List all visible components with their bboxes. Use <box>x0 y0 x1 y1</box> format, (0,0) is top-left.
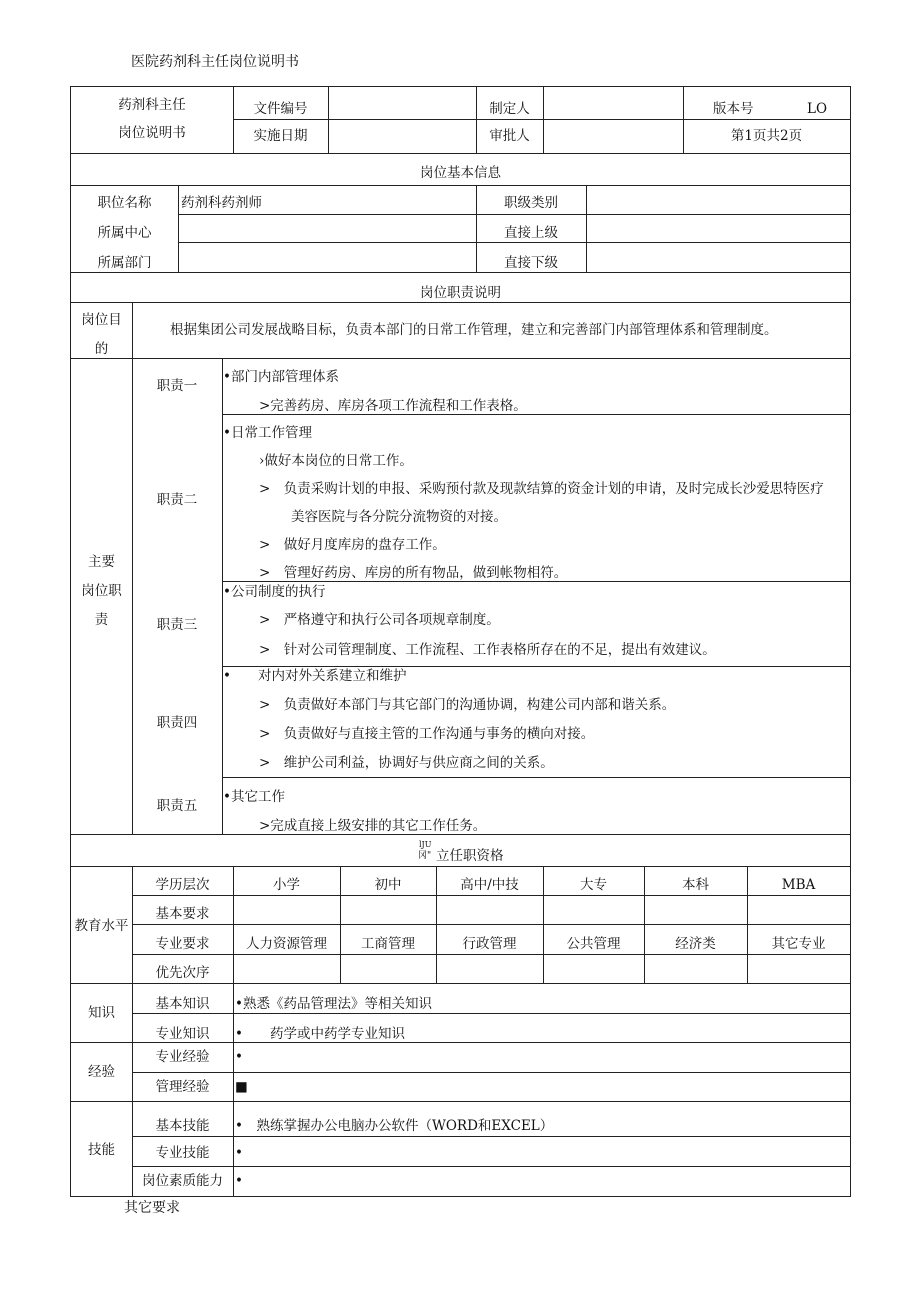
knowledge-row-value: •熟悉《药品管理法》等相关知识 <box>235 996 432 1012</box>
grid-horizontal-line <box>233 119 851 120</box>
grid-horizontal-line <box>178 242 851 243</box>
duty-label: 职责四 <box>156 715 198 731</box>
grid-horizontal-line <box>70 272 851 273</box>
experience-label: 经验 <box>88 1064 115 1080</box>
main-duties-label-3: 责 <box>94 612 109 628</box>
duty-title: • 对内对外关系建立和维护 <box>223 668 407 684</box>
subordinate-label: 直接下级 <box>504 255 558 271</box>
duty-line: > 维护公司利益，协调好与供应商之间的关系。 <box>259 755 554 771</box>
basic-info-title: 岗位基本信息 <box>420 165 501 181</box>
superior-label: 直接上级 <box>504 225 558 241</box>
purpose-text: 根据集团公司发展战略目标，负责本部门的日常工作管理，建立和完善部门内部管理体系和管理制度。 <box>170 322 778 338</box>
qual-title-glyph-top: lJU <box>419 840 432 849</box>
grid-vertical-line <box>132 358 133 835</box>
grid-vertical-line <box>178 185 179 273</box>
grid-horizontal-line <box>70 358 851 359</box>
knowledge-label: 知识 <box>88 1005 115 1021</box>
degree-cell: 大专 <box>580 877 607 893</box>
grid-vertical-line <box>328 86 329 154</box>
major-cell: 公共管理 <box>566 936 621 952</box>
page-info: 第1页共2页 <box>730 128 803 144</box>
grid-horizontal-line <box>222 666 851 667</box>
duty-line: > 负责做好本部门与其它部门的沟通协调，构建公司内部和谐关系。 <box>259 697 676 713</box>
grid-horizontal-line <box>222 581 851 582</box>
duty-line: > 严格遵守和执行公司各项规章制度。 <box>259 612 500 628</box>
skill-row-value: • <box>235 1173 243 1189</box>
grid-horizontal-line <box>70 1042 851 1043</box>
grid-horizontal-line <box>132 1013 851 1014</box>
grid-horizontal-line <box>132 954 851 955</box>
major-cell: 人力资源管理 <box>246 936 327 952</box>
purpose-label-1: 岗位目 <box>81 312 122 328</box>
effective-date-label: 实施日期 <box>253 128 308 144</box>
duty-line: ›做好本岗位的日常工作。 <box>259 453 413 469</box>
grid-horizontal-line <box>222 414 851 415</box>
skills-label: 技能 <box>88 1142 115 1158</box>
creator-label: 制定人 <box>489 101 530 117</box>
grid-vertical-line <box>233 866 234 1197</box>
grid-horizontal-line <box>70 1101 851 1102</box>
duty-line: 美容医院与各分院分流物资的对接。 <box>291 509 507 525</box>
duty-label: 职责三 <box>156 617 198 633</box>
version-value: LO <box>807 101 828 117</box>
grid-vertical-line <box>850 86 851 1197</box>
document-title: 医院药剂科主任岗位说明书 <box>131 54 299 70</box>
duty-label: 职责一 <box>156 378 198 394</box>
other-requirements: 其它要求 <box>124 1200 180 1216</box>
version-label: 版本号 <box>713 101 754 117</box>
duty-line: > 做好月度库房的盘存工作。 <box>259 537 446 553</box>
grid-horizontal-line <box>70 185 851 186</box>
grid-horizontal-line <box>70 1196 851 1197</box>
degree-cell: 初中 <box>374 877 402 893</box>
major-cell: 行政管理 <box>462 936 517 952</box>
grid-horizontal-line <box>132 924 851 925</box>
duty-line: >完善药房、库房各项工作流程和工作表格。 <box>259 398 527 414</box>
degree-cell: MBA <box>781 877 816 893</box>
purpose-label-2: 的 <box>94 341 109 357</box>
major-cell: 其它专业 <box>771 936 826 952</box>
grid-vertical-line <box>132 302 133 359</box>
duty-title: •部门内部管理体系 <box>223 369 339 385</box>
grid-horizontal-line <box>70 153 851 154</box>
grid-horizontal-line <box>70 302 851 303</box>
duty-line: > 负责做好与直接主管的工作沟通与事务的横向对接。 <box>259 726 595 742</box>
major-cell: 经济类 <box>675 936 716 952</box>
grid-horizontal-line <box>132 1136 851 1137</box>
grid-horizontal-line <box>132 1072 851 1073</box>
skill-row-label: 岗位素质能力 <box>142 1173 223 1189</box>
duty-title: •公司制度的执行 <box>223 584 326 600</box>
position-name-value: 药剂科药剂师 <box>181 195 262 211</box>
department-label: 所属部门 <box>97 255 152 271</box>
post-name-line2: 岗位说明书 <box>118 125 186 141</box>
qualification-title: 立任职资格 <box>436 848 504 864</box>
grid-horizontal-line <box>70 866 851 867</box>
grid-horizontal-line <box>132 895 851 896</box>
knowledge-row-label: 专业知识 <box>155 1026 210 1042</box>
degree-cell: 高中/中技 <box>460 877 519 893</box>
grid-horizontal-line <box>70 834 851 835</box>
grid-horizontal-line <box>70 983 851 984</box>
knowledge-row-label: 基本知识 <box>155 996 210 1012</box>
knowledge-row-value: • 药学或中药学专业知识 <box>235 1026 405 1042</box>
skill-row-value: • 熟练掌握办公电脑办公软件（WORD和EXCEL） <box>235 1118 554 1134</box>
grid-horizontal-line <box>222 777 851 778</box>
grid-horizontal-line <box>178 214 851 215</box>
degree-cell: 本科 <box>682 877 709 893</box>
approver-label: 审批人 <box>489 128 530 144</box>
skill-row-value: • <box>235 1145 243 1161</box>
experience-row-value: ■ <box>235 1079 248 1095</box>
position-name-label: 职位名称 <box>97 195 152 211</box>
duty-label: 职责五 <box>156 798 198 814</box>
skill-row-label: 基本技能 <box>155 1118 210 1134</box>
education-label: 教育水平 <box>74 918 129 934</box>
grid-horizontal-line <box>70 86 851 87</box>
duty-line: > 负责采购计划的申报、采购预付款及现款结算的资金计划的申请，及时完成长沙爱思特医疗 <box>259 481 824 497</box>
grade-label: 职级类别 <box>504 195 558 211</box>
post-name-line1: 药剂科主任 <box>118 97 186 113</box>
duty-line: > 管理好药房、库房的所有物品，做到帐物相符。 <box>259 565 568 581</box>
doc-number-label: 文件编号 <box>253 101 308 117</box>
grid-horizontal-line <box>132 1166 851 1167</box>
main-duties-label-2: 岗位职 <box>81 583 122 599</box>
edu-row-label: 学历层次 <box>155 877 210 893</box>
skill-row-label: 专业技能 <box>155 1145 210 1161</box>
major-cell: 工商管理 <box>361 936 415 952</box>
experience-row-label: 专业经验 <box>155 1049 210 1065</box>
edu-row-label: 基本要求 <box>155 906 210 922</box>
duty-title: •日常工作管理 <box>223 425 312 441</box>
grid-vertical-line <box>543 86 544 154</box>
duty-label: 职责二 <box>156 492 198 508</box>
edu-row-label: 优先次序 <box>155 965 210 981</box>
center-label: 所属中心 <box>97 225 152 241</box>
experience-row-value: • <box>235 1049 243 1065</box>
duties-title: 岗位职责说明 <box>420 285 501 301</box>
degree-cell: 小学 <box>273 877 300 893</box>
grid-vertical-line <box>70 86 71 1197</box>
duty-line: > 针对公司管理制度、工作流程、工作表格所存在的不足，提出有效建议。 <box>259 642 716 658</box>
grid-vertical-line <box>586 185 587 273</box>
experience-row-label: 管理经验 <box>155 1079 210 1095</box>
main-duties-label-1: 主要 <box>88 554 115 570</box>
qual-title-glyph-bottom: 冈" <box>418 851 432 861</box>
duty-title: •其它工作 <box>223 789 285 805</box>
edu-row-label: 专业要求 <box>155 936 210 952</box>
duty-line: >完成直接上级安排的其它工作任务。 <box>259 818 487 834</box>
